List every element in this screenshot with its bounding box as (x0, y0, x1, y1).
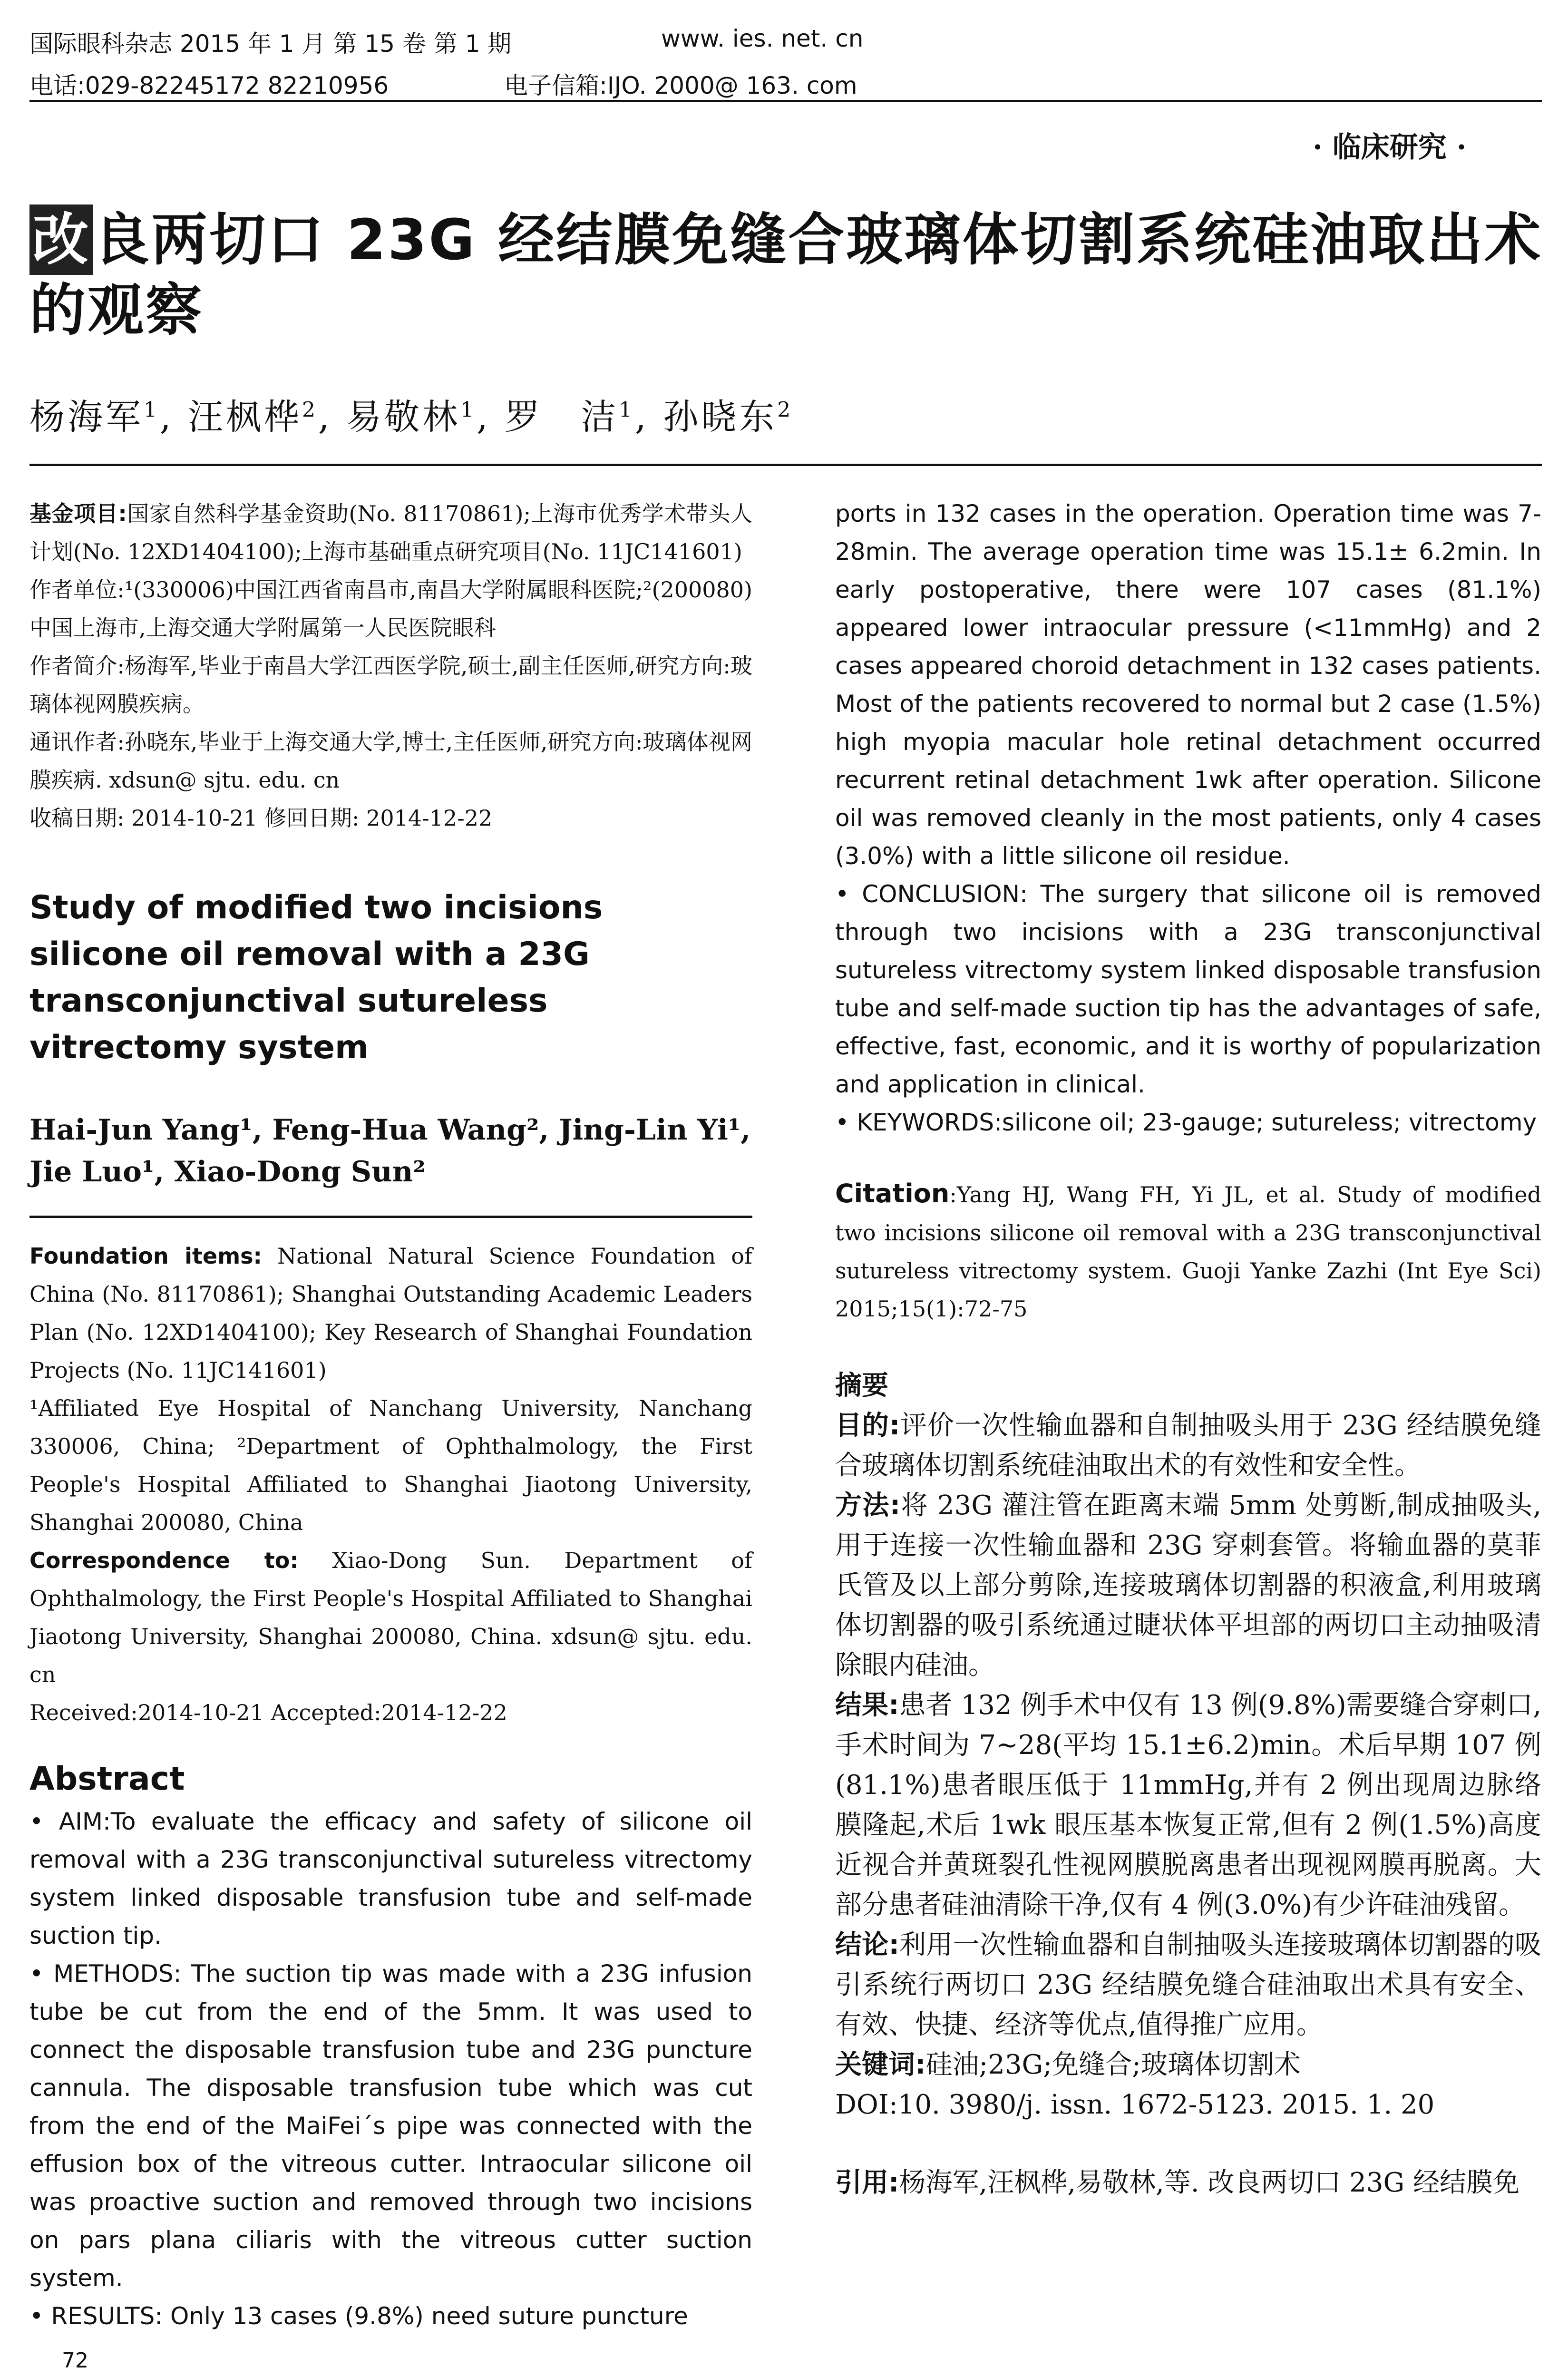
abstract-heading: Abstract (29, 1760, 185, 1798)
fund-text: 国家自然科学基金资助(No. 81170861);上海市优秀学术带头人计划(No. 12XD1404100);上海市基础重点研究项目(No. 11JC141601) (29, 501, 752, 565)
unit-text: ¹(330006)中国江西省南昌市,南昌大学附属眼科医院;²(200080)中国上海市,上海交通大学附属第一人民医院眼科 (29, 577, 752, 641)
cn-methods: 将 23G 灌注管在距离末端 5mm 处剪断,制成抽吸头,用于连接一次性输血器和 23G 穿刺套管。将输血器的莫菲氏管及以上部分剪除,连接玻璃体切割器的积液盒,利用玻璃体切割器的吸引系统通过睫状体平坦部的两切口主动抽吸清除眼内硅油。 (835, 1490, 1541, 1681)
cn-aim-label: 目的: (835, 1410, 900, 1441)
title-rule (29, 464, 1542, 466)
correspondence-text: Xiao-Dong Sun. Department of Ophthalmology, the First People's Hospital Affiliated to Shanghai Jiaotong University, Shanghai 200080, China. xdsun@ sjtu. edu. cn (29, 1548, 752, 1687)
foundation-label: Foundation items: (29, 1243, 262, 1269)
english-title: Study of modified two incisions silicone oil removal with a 23G transconjunctival sutureless vitrectomy system (29, 889, 603, 1066)
fund-label: 基金项目: (29, 501, 127, 526)
citation-label: Citation (835, 1179, 950, 1208)
left-rule (29, 1216, 752, 1218)
english-authors: Hai-Jun Yang¹, Feng-Hua Wang², Jing-Lin Yi¹, Jie Luo¹, Xiao-Dong Sun² (29, 1113, 751, 1188)
cn-abstract (835, 1366, 1541, 2203)
abstract-methods: • METHODS: The suction tip was made with a 23G infusion tube be cut from the end of the 5mm. It was used to connect the disposable transfusion tube and 23G puncture cannula. The disposable transfusion tube which was cut from the end of the MaiFei´s pipe was connected with the effusion box of the vitreous cutter. Intraocular silicone oil was proactive suction and removed through two incisions on pars plana ciliaris with the vitreous cutter suction system. (29, 1960, 752, 2292)
cn-aim: 评价一次性输血器和自制抽吸头用于 23G 经结膜免缝合玻璃体切割系统硅油取出术的有效性和安全性。 (835, 1410, 1542, 1481)
cn-cite: 杨海军,汪枫桦,易敬林,等. 改良两切口 23G 经结膜免 (899, 2167, 1520, 2198)
author-name: 杨海军 (29, 397, 144, 438)
author-name: 易敬林 (346, 397, 461, 438)
corr-text: 孙晓东,毕业于上海交通大学,博士,主任医师,研究方向:玻璃体视网膜疾病. xdsun@ sjtu. edu. cn (29, 729, 752, 793)
author-sup: 2 (777, 398, 794, 422)
affiliations: ¹Affiliated Eye Hospital of Nanchang University, Nanchang 330006, China; ²Department of Ophthalmology, the First People's Hospital Affiliated to Shanghai Jiaotong University, Shanghai 200080, China (29, 1395, 752, 1535)
abstract-left (29, 1802, 752, 2335)
author-sup: 1 (460, 398, 477, 422)
en-dates: Received:2014-10-21 Accepted:2014-12-22 (29, 1700, 507, 1725)
email: 电子信箱:IJO. 2000@ 163. com (504, 72, 857, 99)
cn-abstract-heading: 摘要 (835, 1370, 888, 1401)
author-sup: 1 (619, 398, 635, 422)
abstract-aim: • AIM:To evaluate the efficacy and safety of silicone oil removal with a 23G transconjunctival sutureless vitrectomy system linked disposable transfusion tube and self-made suction tip. (29, 1808, 752, 1949)
author-name: 汪枫桦 (188, 397, 302, 438)
en-info-block (29, 1237, 752, 1732)
abstract-results-cont: ports in 132 cases in the operation. Operation time was 7-28min. The average operation time was 15.1± 6.2min. In early postoperative, there were 107 cases (81.1%) appeared lower intraocular pressure (<11mmHg) and 2 cases appeared choroid detachment in 132 cases patients. Most of the patients recovered to normal but 2 case (1.5%) high myopia macular hole retinal detachment occurred recurrent retinal detachment 1wk after operation. Silicone oil was removed cleanly in the most patients, only 4 cases (3.0%) with a little silicone oil residue. (835, 500, 1541, 870)
author-name: 孙晓东 (663, 397, 778, 438)
cn-cite-label: 引用: (835, 2167, 899, 2198)
doi: DOI:10. 3980/j. issn. 1672-5123. 2015. 1. 20 (835, 2089, 1435, 2120)
unit-label: 作者单位: (29, 577, 125, 603)
foundation-text: National Natural Science Foundation of China (No. 81170861); Shanghai Outstanding Academic Leaders Plan (No. 12XD1404100); Key Research of Shanghai Foundation Projects (No. 11JC141601) (29, 1243, 752, 1383)
abstract-results-start: • RESULTS: Only 13 cases (9.8%) need suture puncture (29, 2302, 688, 2330)
authors-cn: 杨海军$^1$, 汪枫桦$^2$, 易敬林$^1$, 罗 洁$^1$, 孙晓东$^2$ (29, 397, 794, 438)
bio-text: 杨海军,毕业于南昌大学江西医学院,硕士,副主任医师,研究方向:玻璃体视网膜疾病。 (29, 653, 752, 717)
cn-conclusion-label: 结论: (835, 1929, 899, 1960)
cn-methods-label: 方法: (835, 1490, 901, 1521)
citation-block (835, 1175, 1541, 1328)
header-rule (29, 100, 1542, 102)
page-number: 72 (62, 2348, 88, 2373)
cn-results: 患者 132 例手术中仅有 13 例(9.8%)需要缝合穿刺口,手术时间为 7~28(平均 15.1±6.2)min。术后早期 107 例(81.1%)患者眼压低于 11mmHg,并有 2 例出现周边脉络膜隆起,术后 1wk 眼压基本恢复正常,但有 2 例(1.5%)高度近视合并黄斑裂孔性视网膜脱离患者出现视网膜再脱离。大部分患者硅油清除干净,仅有 4 例(3.0%)有少许硅油残留。 (835, 1690, 1541, 1920)
cn-info-block (29, 495, 752, 837)
cn-dates: 收稿日期: 2014-10-21 修回日期: 2014-12-22 (29, 805, 493, 831)
bio-label: 作者简介: (29, 653, 125, 679)
title-rest: 良两切口 23G 经结膜免缝合玻璃体切割系统硅油取出术的观察 (29, 207, 1543, 343)
author-sup: 1 (144, 398, 160, 422)
abstract-keywords: • KEYWORDS:silicone oil; 23-gauge; sutureless; vitrectomy (835, 1109, 1537, 1136)
page-title (29, 205, 1547, 345)
cn-keywords: 硅油;23G;免缝合;玻璃体切割术 (925, 2049, 1301, 2080)
phone: 电话:029-82245172 82210956 (29, 72, 389, 99)
cn-keywords-label: 关键词: (835, 2049, 926, 2080)
left-column (29, 495, 752, 2335)
section-tag: · 临床研究 · (1313, 131, 1467, 164)
author-name: 罗 洁 (505, 397, 619, 438)
author-sup: 2 (302, 398, 319, 422)
right-column (835, 495, 1541, 2203)
citation-text: :Yang HJ, Wang FH, Yi JL, et al. Study of modified two incisions silicone oil removal with a 23G transconjunctival sutureless vitrectomy system. Guoji Yanke Zazhi (Int Eye Sci) 2015;15(1):72-75 (835, 1182, 1541, 1322)
website: www. ies. net. cn (661, 25, 864, 52)
journal-line: 国际眼科杂志 2015 年 1 月 第 15 卷 第 1 期 (29, 30, 512, 58)
corr-label: 通讯作者: (29, 729, 125, 755)
cn-results-label: 结果: (835, 1690, 899, 1721)
correspondence-label: Correspondence to: (29, 1548, 299, 1573)
abstract-right (835, 495, 1541, 1141)
abstract-conclusion: • CONCLUSION: The surgery that silicone oil is removed through two incisions with a 23G transconjunctival sutureless vitrectomy system linked disposable transfusion tube and self-made suction tip has the advantages of safe, effective, fast, economic, and it is worthy of popularization and application in clinical. (835, 880, 1541, 1098)
title-first-char: 改 (29, 205, 93, 275)
cn-conclusion: 利用一次性输血器和自制抽吸头连接玻璃体切割器的吸引系统行两切口 23G 经结膜免缝合硅油取出术具有安全、有效、快捷、经济等优点,值得推广应用。 (835, 1929, 1541, 2040)
